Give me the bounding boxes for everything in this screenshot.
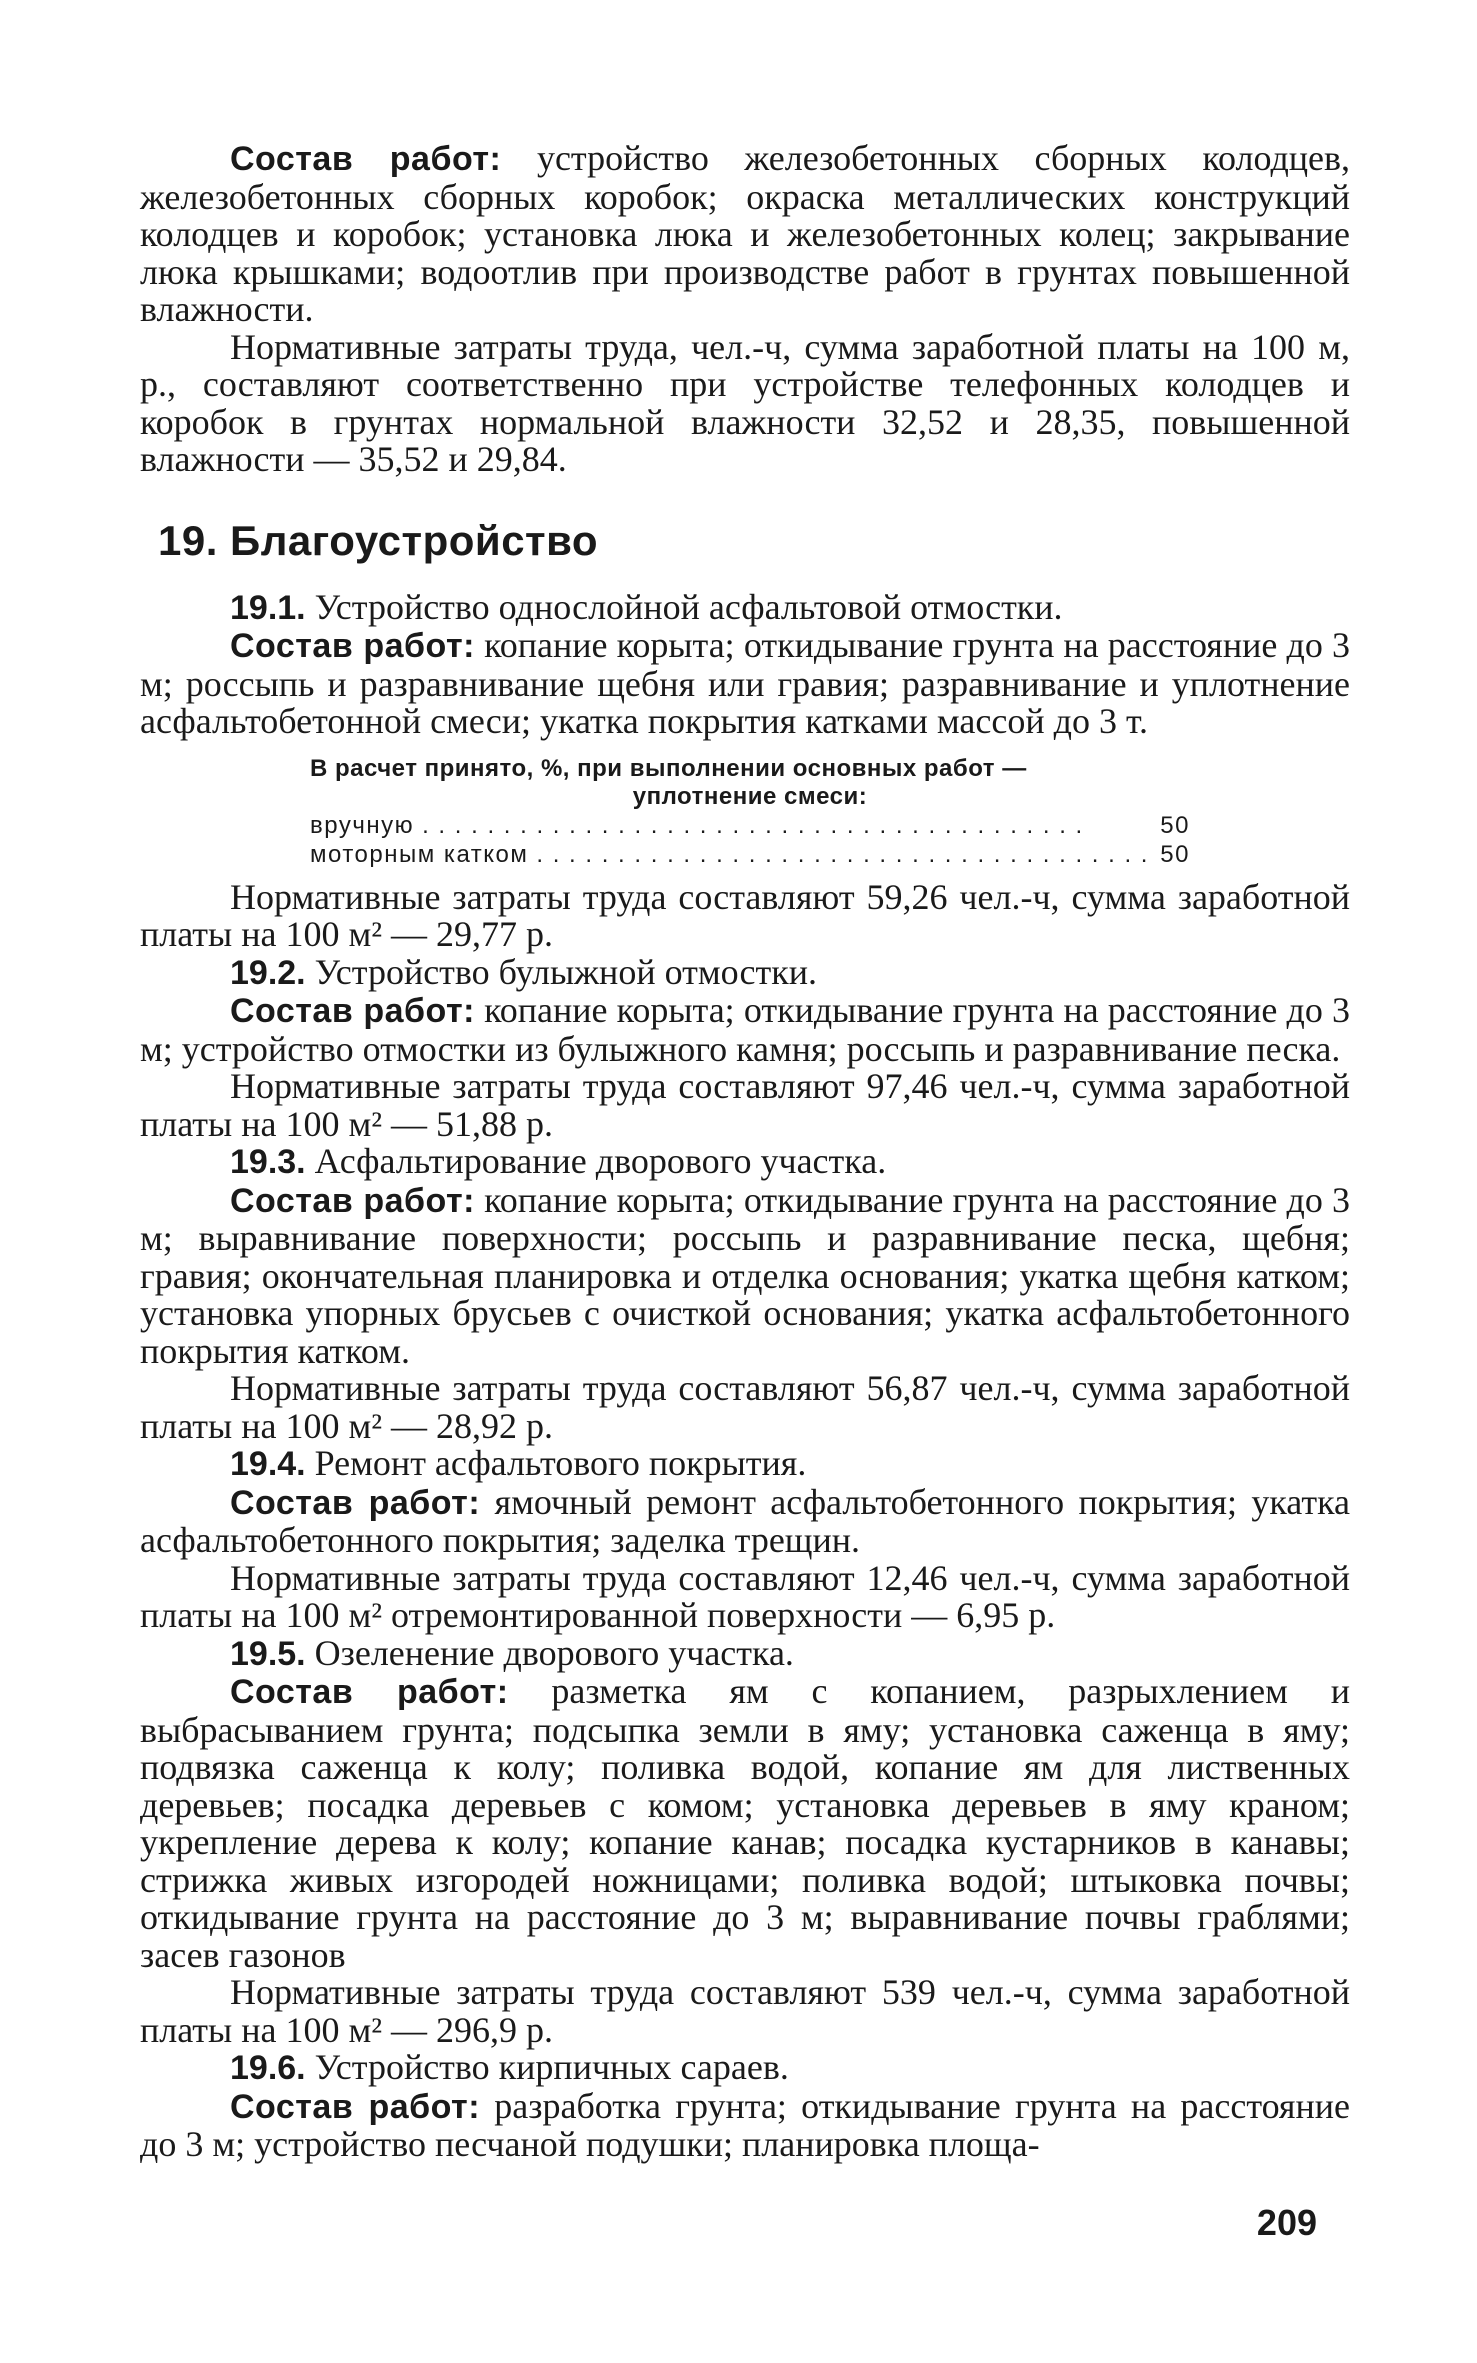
work-composition-label: Состав работ: [230,2087,481,2126]
work-composition-text: копание корыта; откидывание грунта на расстояние до 3 м; выравнивание поверхности; россыпь и разравнивание песка, щебня; гравия; окончательная планировка и отделка основания; укатка щебня катком; установка упорных брусьев с очисткой основания; укатка асфальтобетонного покрытия катком. [140,1179,1351,1371]
note-row [310,840,1190,869]
item-work-paragraph [140,1179,1351,1371]
item-norm-paragraph: Нормативные затраты труда составляют 12,46 чел.-ч, сумма заработной платы на 100 м² отремонтированной поверхности — 6,95 р. [140,1557,1350,1635]
item-norm-paragraph: Нормативные затраты труда составляют 59,26 чел.-ч, сумма заработной платы на 100 м² — 29,77 р. [140,876,1350,954]
intro-paragraph [140,140,1350,329]
page-number: 209 [1256,2202,1317,2243]
item-work-paragraph [140,2085,1350,2164]
item-title-text: Асфальтирование дворового участка. [305,1141,887,1181]
note-row-value: 50 [1160,811,1190,839]
section-heading: 19. Благоустройство [158,516,599,564]
work-composition-text: устройство железобетонных сборных колодцев, железобетонных сборных коробок; окраска металлических конструкций колодцев и коробок; установка люка и железобетонных колец; закрывание люка крышками; водоотлив при производстве работ в грунтах повышенной влажности. [140,138,1351,329]
work-composition-label: Состав работ: [230,627,475,665]
item-work-paragraph [140,1673,1350,1974]
dot-leader [422,811,1152,840]
item-number: 19.1. [230,588,306,627]
item-title-text: Устройство однослойной асфальтовой отмостки. [305,586,1063,627]
work-composition-label: Состав работ: [230,992,475,1030]
item-number: 19.4. [230,1445,306,1483]
item-title [140,951,1350,993]
item-work-paragraph [140,992,1350,1068]
work-composition-text: копание корыта; откидывание грунта на расстояние до 3 м; устройство отмостки из булыжного камня; россыпь и разравнивание песка. [140,990,1351,1069]
item-title [140,2049,1350,2088]
dot-leader [536,840,1152,869]
work-composition-label: Состав работ: [230,1181,475,1220]
item-title-text: Ремонт асфальтового покрытия. [305,1443,807,1483]
note-title: В расчет принято, %, при выполнении основных работ — [310,754,1027,782]
item-work-paragraph [140,627,1350,741]
item-title-text: Озеленение дворового участка. [305,1632,794,1673]
work-composition-text: разработка грунта; откидывание грунта на расстояние до 3 м; устройство песчаной подушки; планировка площа- [140,2085,1350,2164]
note-subtitle: уплотнение смеси: [632,782,868,810]
item-work-paragraph [140,1481,1351,1560]
note-row [310,811,1190,840]
note-row-value: 50 [1160,840,1190,868]
item-number: 19.2. [230,953,306,992]
work-composition-label: Состав работ: [230,1673,509,1711]
calculation-note [310,755,1190,869]
note-row-label: моторным катком [310,840,529,868]
item-number: 19.5. [230,1634,306,1673]
item-number: 19.3. [230,1143,306,1181]
note-row-label: вручную [310,811,415,839]
item-title [140,1445,1350,1484]
item-norm-paragraph: Нормативные затраты труда составляют 97,46 чел.-ч, сумма заработной платы на 100 м² — 51,88 р. [140,1066,1350,1144]
item-title [140,1632,1350,1674]
item-title [140,1143,1350,1182]
work-composition-label: Состав работ: [230,140,502,178]
work-composition-text: разметка ям с копанием, разрыхлением и выбрасыванием грунта; подсыпка земли в яму; установка саженца в яму; подвязка саженца к колу; поливка водой, копание ям для лиственных деревьев; посадка деревьев с комом; установка деревьев в яму краном; укрепление дерева к колу; копание канав; посадка кустарников в канавы; стрижка живых изгородей ножницами; поливка водой; штыковка почвы; откидывание грунта на расстояние до 3 м; выравнивание почвы граблями; засев газонов [140,1671,1351,1975]
item-title [140,586,1350,628]
work-composition-text: копание корыта; откидывание грунта на расстояние до 3 м; россыпь и разравнивание щебня или гравия; разравнивание и уплотнение асфальтобетонной смеси; укатка покрытия катками массой до 3 т. [140,625,1351,741]
item-title-text: Устройство кирпичных сараев. [305,2047,789,2087]
item-title-text: Устройство булыжной отмостки. [305,951,817,992]
item-norm-paragraph: Нормативные затраты труда составляют 539 чел.-ч, сумма заработной платы на 100 м² — 296,9 р. [140,1972,1350,2050]
intro-norm-paragraph: Нормативные затраты труда, чел.-ч, сумма заработной платы на 100 м, р., составляют соответственно при устройстве телефонных колодцев и коробок в грунтах нормальной влажности 32,52 и 28,35, повышенной влажности — 35,52 и 29,84. [140,326,1350,479]
item-norm-paragraph: Нормативные затраты труда составляют 56,87 чел.-ч, сумма заработной платы на 100 м² — 28,92 р. [140,1368,1350,1446]
item-number: 19.6. [230,2049,306,2087]
text-column [140,140,1350,2164]
work-composition-label: Состав работ: [230,1483,481,1522]
work-composition-text: ямочный ремонт асфальтобетонного покрытия; укатка асфальтобетонного покрытия; заделка трещин. [140,1481,1351,1560]
